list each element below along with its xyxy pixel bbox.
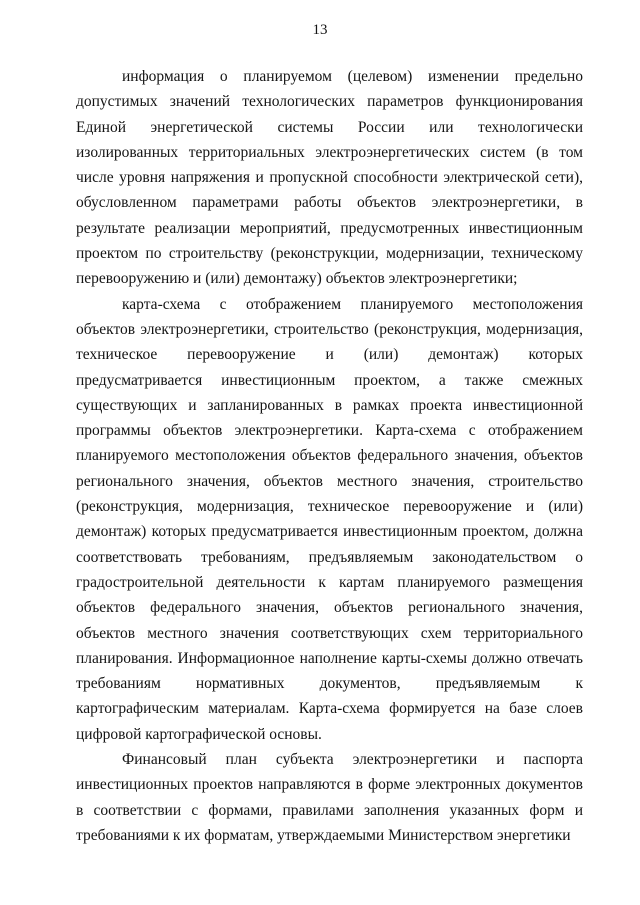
- page-number: 13: [312, 22, 328, 38]
- paragraph-map-scheme: карта-схема с отображением планируемого местоположения объектов электроэнергетики, строительство (реконструкция, модернизация, техническое перевооружение и (или) демонтаж) которых предусматривается инвестиционным проектом, а также смежных существующих и запланированных в рамках проекта инвестиционной программы объектов электроэнергетики. Карта-схема с отображением планируемого местоположения объектов федерального значения, объектов регионального значения, объектов местного значения, строительство (реконструкция, модернизация, техническое перевооружение и (или) демонтаж) которых предусматривается инвестиционным проектом, должна соответствовать требованиям, предъявляемым законодательством о градостроительной деятельности к картам планируемого размещения объектов федерального значения, объектов регионального значения, объектов местного значения соответствующих схем территориального планирования. Информационное наполнение карты-схемы должно отвечать требованиям нормативных документов, предъявляемым к картографическим материалам. Карта-схема формируется на базе слоев цифровой картографической основы.: [76, 295, 583, 743]
- paragraph-financial-plan: Финансовый план субъекта электроэнергетики и паспорта инвестиционных проектов направляются в форме электронных документов в соответствии с формами, правилами заполнения указанных форм и требованиями к их форматам, утверждаемыми Министерством энергетики: [76, 751, 583, 844]
- body-text: [76, 64, 583, 848]
- paragraph-impact-info: информация о планируемом (целевом) изменении предельно допустимых значений технологических параметров функционирования Единой энергетической системы России или технологически изолированных территориальных электроэнергетических систем (в том числе уровня напряжения и пропускной способности электрической сети), обусловленном параметрами работы объектов электроэнергетики, в результате реализации мероприятий, предусмотренных инвестиционным проектом по строительству (реконструкции, модернизации, техническому перевооружению и (или) демонтажу) объектов электроэнергетики;: [76, 68, 583, 288]
